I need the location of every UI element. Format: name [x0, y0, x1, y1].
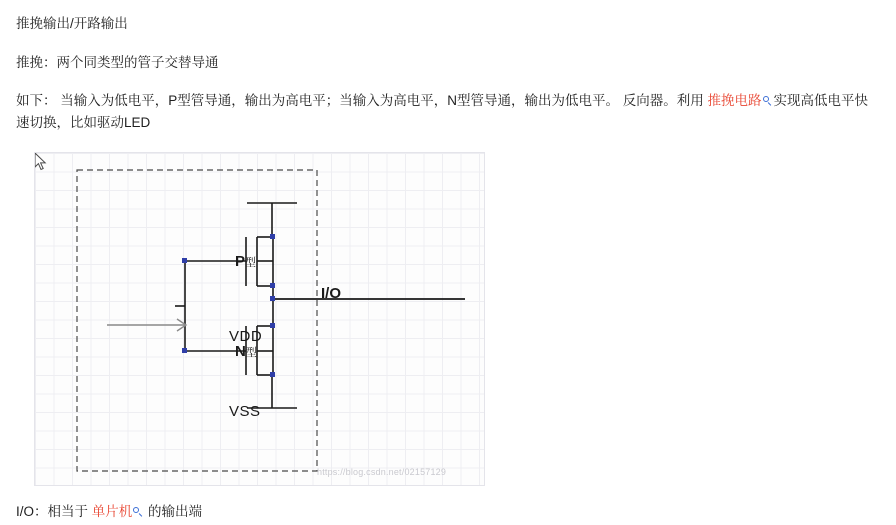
junction-node-output [270, 296, 275, 301]
io-label: I/O [321, 285, 342, 302]
circuit-schematic [35, 153, 486, 487]
explanation-prefix: 如下： 当输入为低电平，P型管导通，输出为高电平；当输入为高电平，N型管导通，输出为低电平。 反向器。利用 [16, 93, 708, 108]
mcu-link[interactable]: 单片机 [91, 504, 133, 519]
footer-prefix: I/O：相当于 [16, 504, 92, 519]
search-icon-footer[interactable] [133, 507, 143, 517]
push-pull-circuit-figure [34, 152, 485, 486]
chip-boundary-dashed-box [77, 170, 317, 471]
search-icon[interactable] [763, 96, 773, 106]
junction-node-vss [270, 372, 275, 377]
pmos-label [235, 253, 256, 270]
mouse-cursor-icon [35, 153, 47, 171]
push-pull-circuit-link[interactable]: 推挽电路 [707, 93, 762, 108]
pmos-label-sub: 型 [245, 257, 257, 269]
vss-label: VSS [229, 403, 261, 420]
footer-paragraph [16, 500, 202, 520]
vdd-label: VDD [229, 328, 263, 345]
explanation-suffix: 实现高低电平快速切换，比如驱动LED [16, 93, 869, 130]
junction-node-pmos-drain [270, 283, 275, 288]
nmos-label-main: N [235, 343, 246, 360]
nmos-label [235, 343, 257, 360]
explanation-paragraph [16, 90, 880, 134]
junction-node-vdd [270, 234, 275, 239]
footer-suffix: 的输出端 [144, 504, 203, 519]
junction-node-pmos-gate [182, 258, 187, 263]
pmos-label-main: P [235, 253, 246, 270]
junction-node-nmos-drain [270, 323, 275, 328]
watermark-text: https://blog.csdn.net/02157129 [317, 467, 447, 477]
definition-paragraph: 推挽：两个同类型的管子交替导通 [16, 55, 219, 70]
nmos-label-sub: 型 [245, 347, 257, 359]
page-title: 推挽输出/开路输出 [16, 16, 128, 31]
junction-node-nmos-gate [182, 348, 187, 353]
